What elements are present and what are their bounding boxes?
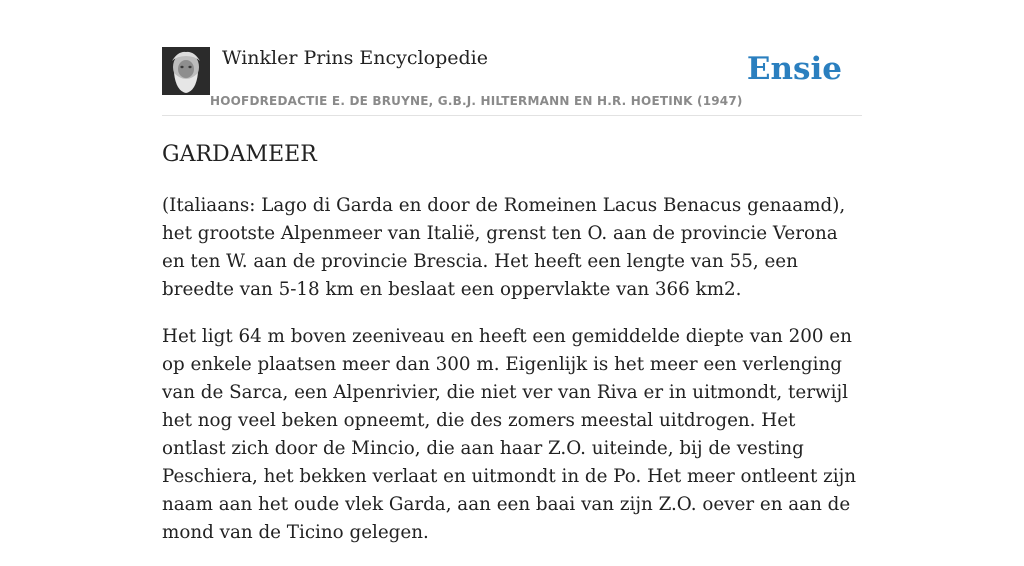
bearded-man-portrait-icon: [162, 47, 210, 95]
article-paragraph-1: (Italiaans: Lago di Garda en door de Romeinen Lacus Benacus genaamd), het grootste Alpenmeer van Italië, grenst ten O. aan de provincie Verona en ten W. aan de provincie Brescia. Het heeft een lengte van 55, een breedte van 5-18 km en beslaat een oppervlakte van 366 km2.: [162, 195, 846, 300]
article-page: [162, 0, 862, 543]
article-body: [162, 192, 862, 566]
editors-line: HOOFDREDACTIE E. DE BRUYNE, G.B.J. HILTERMANN EN H.R. HOETINK (1947): [210, 94, 743, 108]
article-title: GARDAMEER: [162, 142, 317, 167]
author-avatar[interactable]: [162, 47, 210, 95]
ensie-logo[interactable]: Ensie: [746, 51, 842, 87]
encyclopedia-title[interactable]: Winkler Prins Encyclopedie: [222, 47, 488, 69]
source-header: [162, 0, 862, 116]
article-paragraph-2: Het ligt 64 m boven zeeniveau en heeft een gemiddelde diepte van 200 en op enkele plaatsen meer dan 300 m. Eigenlijk is het meer een verlenging van de Sarca, een Alpenrivier, die niet ver van Riva er in uitmondt, terwijl het nog veel beken opneemt, die des zomers meestal uitdrogen. Het ontlast zich door de Mincio, die aan haar Z.O. uiteinde, bij de vesting Peschiera, het bekken verlaat en uitmondt in de Po. Het meer ontleent zijn naam aan het oude vlek Garda, aan een baai van zijn Z.O. oever en aan de mond van de Ticino gelegen.: [162, 326, 857, 543]
